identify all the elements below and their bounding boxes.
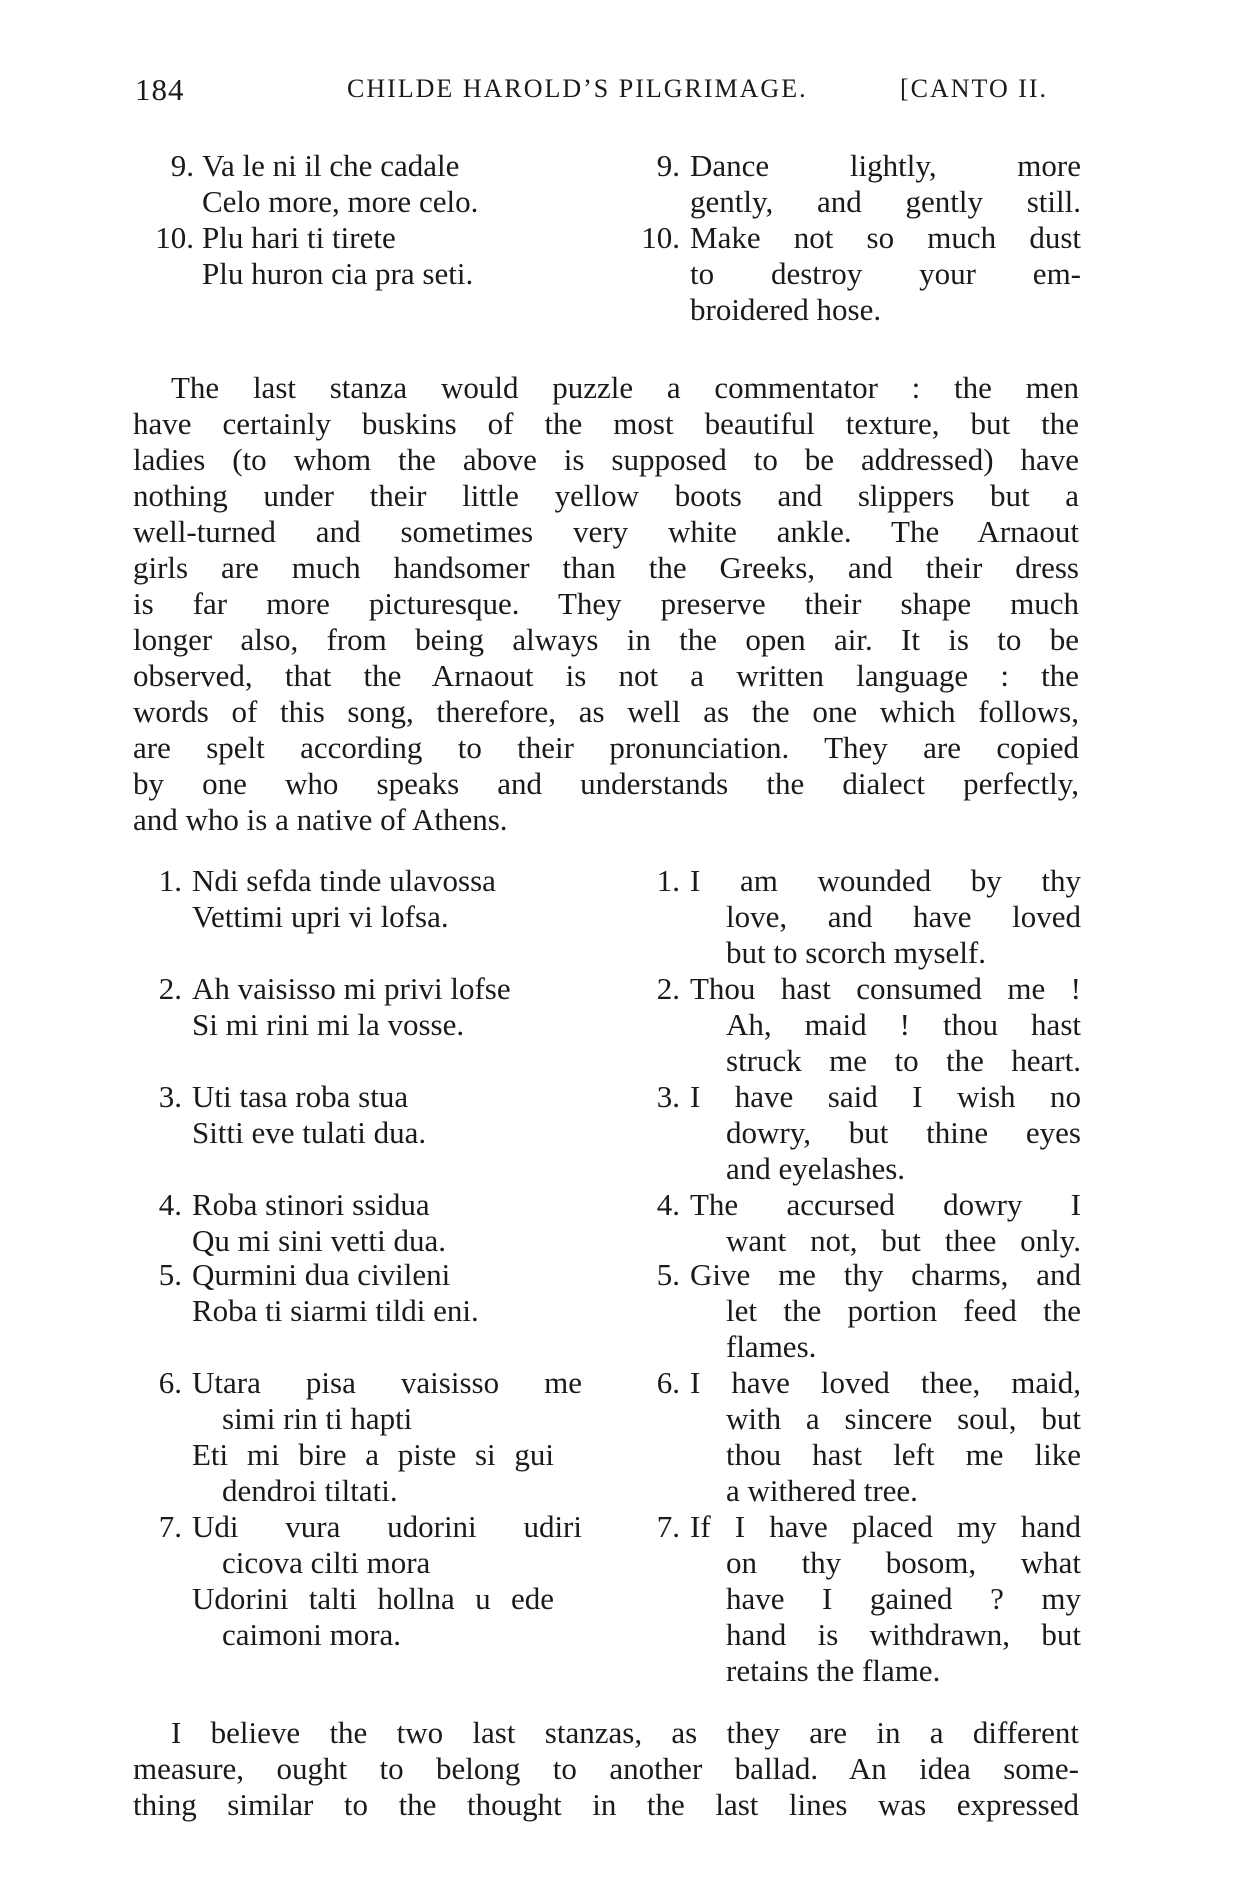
verse-line: Roba ti siarmi tildi eni.	[192, 1293, 479, 1328]
verse-line: love, and have loved	[726, 899, 1081, 934]
paragraph-line: by one who speaks and understands the dialect perfectly,	[133, 766, 1079, 801]
verse-line: retains the flame.	[726, 1653, 941, 1688]
paragraph-line: are spelt according to their pronunciation. They are copied	[133, 730, 1079, 765]
verse-line: Thou hast consumed me !	[690, 971, 1081, 1006]
paragraph-line: thing similar to the thought in the last lines was expressed	[133, 1787, 1079, 1822]
verse-line: struck me to the heart.	[726, 1043, 1081, 1078]
verse-line: Utara pisa vaisisso me	[192, 1365, 582, 1400]
verse-line: Make not so much dust	[690, 220, 1081, 255]
verse-line: Uti tasa roba stua	[192, 1079, 409, 1114]
verse-line: caimoni mora.	[222, 1617, 402, 1652]
stanza-number: 10.	[155, 220, 194, 255]
stanza-number: 3.	[158, 1079, 182, 1114]
paragraph-line: The last stanza would puzzle a commentator : the men	[171, 370, 1079, 405]
stanza-number: 3.	[656, 1079, 680, 1114]
verse-line: Qurmini dua civileni	[192, 1257, 451, 1292]
stanza-number: 1.	[656, 863, 680, 898]
verse-line: The accursed dowry I	[690, 1187, 1081, 1222]
verse-line: on thy bosom, what	[726, 1545, 1081, 1580]
verse-line: gently, and gently still.	[690, 184, 1081, 219]
verse-line: a withered tree.	[726, 1473, 918, 1508]
verse-line: If I have placed my hand	[690, 1509, 1081, 1544]
verse-line: want not, but thee only.	[726, 1223, 1081, 1258]
verse-line: I have said I wish no	[690, 1079, 1081, 1114]
verse-line: Plu hari ti tirete	[202, 220, 396, 255]
canto-label: [CANTO II.	[900, 74, 1049, 103]
verse-line: Va le ni il che cadale	[202, 148, 460, 183]
paragraph-line: well-turned and sometimes very white ankle. The Arnaout	[133, 514, 1079, 549]
verse-line: Eti mi bire a piste si gui	[192, 1437, 554, 1472]
verse-line: Plu huron cia pra seti.	[202, 256, 474, 291]
verse-line: dowry, but thine eyes	[726, 1115, 1081, 1150]
verse-line: have I gained ? my	[726, 1581, 1081, 1616]
paragraph-line: observed, that the Arnaout is not a written language : the	[133, 658, 1079, 693]
stanza-number: 9.	[656, 148, 680, 183]
paragraph-line: nothing under their little yellow boots and slippers but a	[133, 478, 1079, 513]
paragraph-line: is far more picturesque. They preserve their shape much	[133, 586, 1079, 621]
verse-line: cicova cilti mora	[222, 1545, 431, 1580]
verse-line: Udorini talti hollna u ede	[192, 1581, 554, 1616]
closing-paragraph	[133, 1715, 1079, 1823]
stanza-number: 2.	[158, 971, 182, 1006]
stanza-number: 6.	[158, 1365, 182, 1400]
verse-line: Ndi sefda tinde ulavossa	[192, 863, 496, 898]
verse-line: dendroi tiltati.	[222, 1473, 398, 1508]
verse-line: broidered hose.	[690, 292, 882, 327]
commentary-paragraph	[133, 370, 1079, 838]
verse-line: Dance lightly, more	[690, 148, 1081, 183]
stanza-number: 1.	[158, 863, 182, 898]
verse-line: Qu mi sini vetti dua.	[192, 1223, 447, 1258]
stanza-number: 5.	[656, 1257, 680, 1292]
paragraph-line: and who is a native of Athens.	[133, 802, 508, 837]
verse-line: flames.	[726, 1329, 817, 1364]
verse-line: Ah vaisisso mi privi lofse	[192, 971, 511, 1006]
verse-line: to destroy your em-	[690, 256, 1081, 291]
stanza-number: 2.	[656, 971, 680, 1006]
stanza-number: 9.	[170, 148, 194, 183]
paragraph-line: girls are much handsomer than the Greeks, and their dress	[133, 550, 1079, 585]
verse-line: Sitti eve tulati dua.	[192, 1115, 427, 1150]
stanza-number: 10.	[641, 220, 680, 255]
paragraph-line: longer also, from being always in the open air. It is to be	[133, 622, 1079, 657]
stanza-number: 5.	[158, 1257, 182, 1292]
verse-line: with a sincere soul, but	[726, 1401, 1081, 1436]
verse-line: Ah, maid ! thou hast	[726, 1007, 1081, 1042]
stanza-number: 7.	[656, 1509, 680, 1544]
paragraph-line: measure, ought to belong to another ballad. An idea some-	[133, 1751, 1079, 1786]
verse-line: I have loved thee, maid,	[690, 1365, 1081, 1400]
page-number: 184	[135, 72, 185, 107]
verse-line: Vettimi upri vi lofsa.	[192, 899, 449, 934]
paragraph-line: I believe the two last stanzas, as they are in a different	[171, 1715, 1079, 1750]
verse-line: let the portion feed the	[726, 1293, 1081, 1328]
paragraph-line: ladies (to whom the above is supposed to be addressed) have	[133, 442, 1079, 477]
verse-line: and eyelashes.	[726, 1151, 906, 1186]
verse-line: Give me thy charms, and	[690, 1257, 1081, 1292]
verse-line: Roba stinori ssidua	[192, 1187, 430, 1222]
stanza-number: 6.	[656, 1365, 680, 1400]
verse-line: hand is withdrawn, but	[726, 1617, 1081, 1652]
stanza-number: 4.	[656, 1187, 680, 1222]
verse-line: thou hast left me like	[726, 1437, 1081, 1472]
verse-line: I am wounded by thy	[690, 863, 1081, 898]
verse-line: Celo more, more celo.	[202, 184, 479, 219]
verse-line: simi rin ti hapti	[222, 1401, 413, 1436]
verse-line: Udi vura udorini udiri	[192, 1509, 582, 1544]
paragraph-line: have certainly buskins of the most beautiful texture, but the	[133, 406, 1079, 441]
running-title: CHILDE HAROLD’S PILGRIMAGE.	[347, 74, 808, 103]
stanza-number: 4.	[158, 1187, 182, 1222]
verse-line: but to scorch myself.	[726, 935, 987, 970]
verse-line: Si mi rini mi la vosse.	[192, 1007, 465, 1042]
paragraph-line: words of this song, therefore, as well as the one which follows,	[133, 694, 1079, 729]
stanza-number: 7.	[158, 1509, 182, 1544]
